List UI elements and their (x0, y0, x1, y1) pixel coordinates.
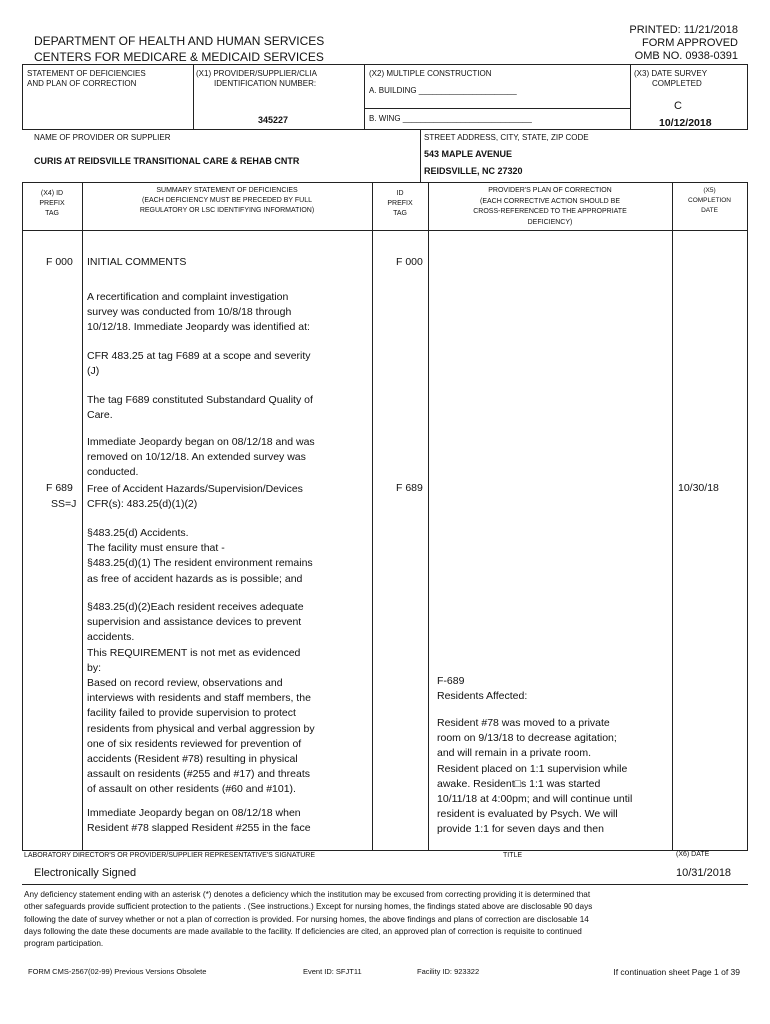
summary-paragraph: CFR 483.25 at tag F689 at a scope and severity (J) (87, 350, 311, 378)
summary-paragraph: Immediate Jeopardy began on 08/12/18 when Resident #78 slapped Resident #255 in the face (87, 807, 311, 835)
agency-name: CENTERS FOR MEDICARE & MEDICAID SERVICES (34, 50, 324, 64)
form-number: FORM CMS-2567(02-99) Previous Versions Obsolete (28, 967, 207, 976)
multiple-construction-label: (X2) MULTIPLE CONSTRUCTION (369, 69, 492, 78)
summary-header: SUMMARY STATEMENT OF DEFICIENCIES (EACH DEFICIENCY MUST BE PRECEDED BY FULL REGULATORY OR LSC IDENTIFYING INFORMATION) (139, 187, 315, 214)
signature-value: Electronically Signed (34, 867, 137, 879)
plan-label: AND PLAN OF CORRECTION (27, 79, 137, 88)
building-label: A. BUILDING ______________________ (369, 86, 517, 95)
title-label: TITLE (503, 852, 523, 859)
summary-paragraph: Immediate Jeopardy began on 08/12/18 and was removed on 10/12/18. An extended survey was conducted. (87, 436, 315, 479)
statement-label: STATEMENT OF DEFICIENCIES (27, 69, 146, 78)
event-id: Event ID: SFJT11 (303, 967, 362, 976)
city-state-zip: REIDSVILLE, NC 27320 (424, 166, 523, 176)
summary-paragraph: A recertification and complaint investigation survey was conducted from 10/8/18 through 10/12/18. Immediate Jeopardy was identified at: (87, 291, 310, 334)
x5-header: (X5) COMPLETION DATE (688, 187, 731, 214)
disclaimer: Any deficiency statement ending with an asterisk (*) denotes a deficiency which the institution may be excused from correcting providing it is determined that other safeguards provide sufficient protection to the patients . (See instructions.) Except for nursing homes, the findings stated above are disclosable 90 days following the date of survey whether or not a plan of correction is provided. For nursing homes, the above findings and plans of correction are disclosable 14 days following the date these documents are made available to the facility. If deficiencies are cited, an approved plan of correction is requisite to continued program participation. (24, 890, 593, 949)
survey-code: C (674, 100, 682, 112)
provider-name-label: NAME OF PROVIDER OR SUPPLIER (34, 133, 171, 142)
summary-paragraph: §483.25(d) Accidents. The facility must ensure that - §483.25(d)(1) The resident environment remains as free of accident hazards as is possible; and (87, 527, 313, 585)
omb-number: OMB NO. 0938-0391 (634, 50, 738, 62)
page-number: If continuation sheet Page 1 of 39 (613, 967, 740, 977)
scope-severity: SS=J (51, 498, 77, 510)
summary-paragraph: The tag F689 constituted Substandard Quality of Care. (87, 394, 313, 422)
wing-label: B. WING _____________________________ (369, 114, 532, 123)
id-header: ID PREFIX TAG (387, 190, 413, 217)
signature-label: LABORATORY DIRECTOR'S OR PROVIDER/SUPPLIER REPRESENTATIVE'S SIGNATURE (24, 852, 316, 859)
completion-date: 10/30/18 (678, 482, 719, 494)
provider-name: CURIS AT REIDSVILLE TRANSITIONAL CARE & REHAB CNTR (34, 156, 300, 166)
plan-paragraph: F-689 Residents Affected: (437, 675, 528, 703)
printed-date: PRINTED: 11/21/2018 (629, 24, 738, 36)
signature-date: 10/31/2018 (676, 867, 732, 879)
initial-comments-title: INITIAL COMMENTS (87, 256, 187, 268)
tag-f689: F 689 (46, 482, 73, 494)
plan-header: PROVIDER'S PLAN OF CORRECTION (EACH CORRECTIVE ACTION SHOULD BE CROSS-REFERENCED TO THE APPROPRIATE DEFICIENCY) (473, 187, 627, 226)
address-label: STREET ADDRESS, CITY, STATE, ZIP CODE (424, 133, 589, 142)
id-tag-f000: F 000 (396, 256, 423, 268)
provider-id-number: 345227 (258, 115, 289, 125)
x3-sublabel: COMPLETED (652, 79, 702, 88)
department-name: DEPARTMENT OF HEALTH AND HUMAN SERVICES (34, 34, 325, 48)
f689-title: Free of Accident Hazards/Supervision/Devices CFR(s): 483.25(d)(1)(2) (87, 483, 303, 511)
form-approved: FORM APPROVED (642, 37, 738, 49)
facility-id: Facility ID: 923322 (417, 967, 480, 976)
x6-date-label: (X6) DATE (676, 851, 710, 858)
survey-completed-date: 10/12/2018 (659, 117, 712, 129)
summary-paragraph: §483.25(d)(2)Each resident receives adequate supervision and assistance devices to prevent accidents. This REQUIREMENT is not met as evidenced by: Based on record review, observations and interviews with residents and staff members, the facility failed to provide supervision to protect residents from physical and verbal aggression by one of six residents reviewed for prevention of accidents (Resident #78) resulting in physical assault on residents (#255 and #17) and threats of assault on other residents (#60 and #101). (87, 601, 315, 796)
x1-sublabel: IDENTIFICATION NUMBER: (214, 79, 317, 88)
street-address: 543 MAPLE AVENUE (424, 149, 513, 159)
tag-f000: F 000 (46, 256, 73, 268)
x1-label: (X1) PROVIDER/SUPPLIER/CLIA (196, 69, 317, 78)
x3-label: (X3) DATE SURVEY (634, 69, 708, 78)
x4-header: (X4) ID PREFIX TAG (39, 190, 65, 217)
id-tag-f689: F 689 (396, 482, 423, 494)
plan-paragraph: Resident #78 was moved to a private room on 9/13/18 to decrease agitation; and will remain in a private room. Resident placed on 1:1 supervision while awake. Resident□s 1:1 was started 10/11/18 at 4:00pm; and will continue until resident is evaluated by Psych. We will provide 1:1 for seven days and then (437, 717, 633, 836)
